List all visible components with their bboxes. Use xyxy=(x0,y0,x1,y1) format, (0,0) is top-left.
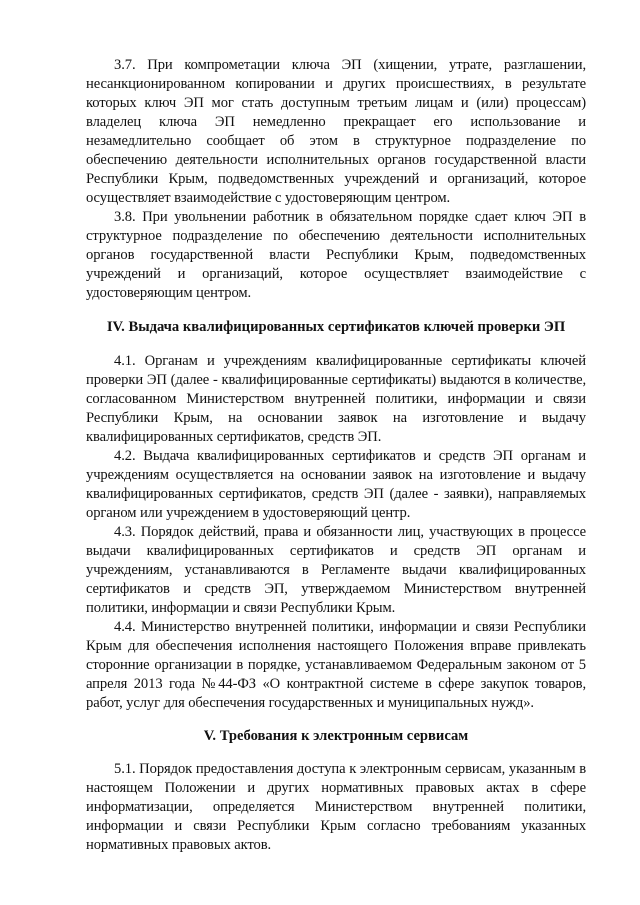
paragraph-4-1: 4.1. Органам и учреждениям квалифицированные сертификаты ключей проверки ЭП (далее - квалифицированные сертификаты) выдаются в количестве, согласованном Министерством внутренней политики, информации и связи Республики Крым, на основании заявок на изготовление и выдачу квалифицированных сертификатов, средств ЭП. xyxy=(86,353,586,445)
paragraph-3-8: 3.8. При увольнении работник в обязательном порядке сдает ключ ЭП в структурное подразделение по обеспечению деятельности исполнительных органов государственной власти Республики Крым, подведомственных учреждений и организаций, которое осуществляет взаимодействие с удостоверяющим центром. xyxy=(86,209,586,301)
paragraph-3-7: 3.7. При компрометации ключа ЭП (хищении, утрате, разглашении, несанкционированном копировании и других происшествиях, в результате которых ключ ЭП мог стать доступным третьим лицам и (или) процессам) владелец ключа ЭП немедленно прекращает его использование и незамедлительно сообщает об этом в структурное подразделение по обеспечению деятельности исполнительных органов государственной власти Республики Крым, подведомственных учреждений и организаций, которое осуществляет взаимодействие с удостоверяющим центром. xyxy=(86,57,586,206)
paragraph-4-3: 4.3. Порядок действий, права и обязанности лиц, участвующих в процессе выдачи квалифицированных сертификатов и средств ЭП органам и учреждениям, устанавливаются в Регламенте выдачи квалифицированных сертификатов и средств ЭП, утверждаемом Министерством внутренней политики, информации и связи Республики Крым. xyxy=(86,524,586,616)
paragraph-5-1: 5.1. Порядок предоставления доступа к электронным сервисам, указанным в настоящем Положении и других нормативных правовых актах в сфере информатизации, определяется Министерством внутренней политики, информации и связи Республики Крым согласно требованиям указанных нормативных правовых актов. xyxy=(86,761,586,853)
paragraph-4-4: 4.4. Министерство внутренней политики, информации и связи Республики Крым для обеспечения исполнения настоящего Положения вправе привлекать сторонние организации в порядке, устанавливаемом Федеральным законом от 5 апреля 2013 года №44-ФЗ «О контрактной системе в сфере закупок товаров, работ, услуг для обеспечения государственных и муниципальных нужд». xyxy=(86,619,586,711)
paragraph-4-2: 4.2. Выдача квалифицированных сертификатов и средств ЭП органам и учреждениям осуществляется на основании заявок на изготовление и выдачу квалифицированных сертификатов, средств ЭП (далее - заявки), направляемых органом или учреждением в удостоверяющий центр. xyxy=(86,448,586,521)
section-4-heading: IV. Выдача квалифицированных сертификатов ключей проверки ЭП xyxy=(106,319,566,335)
document-page xyxy=(86,56,586,855)
section-5-heading: V. Требования к электронным сервисам xyxy=(203,728,469,744)
